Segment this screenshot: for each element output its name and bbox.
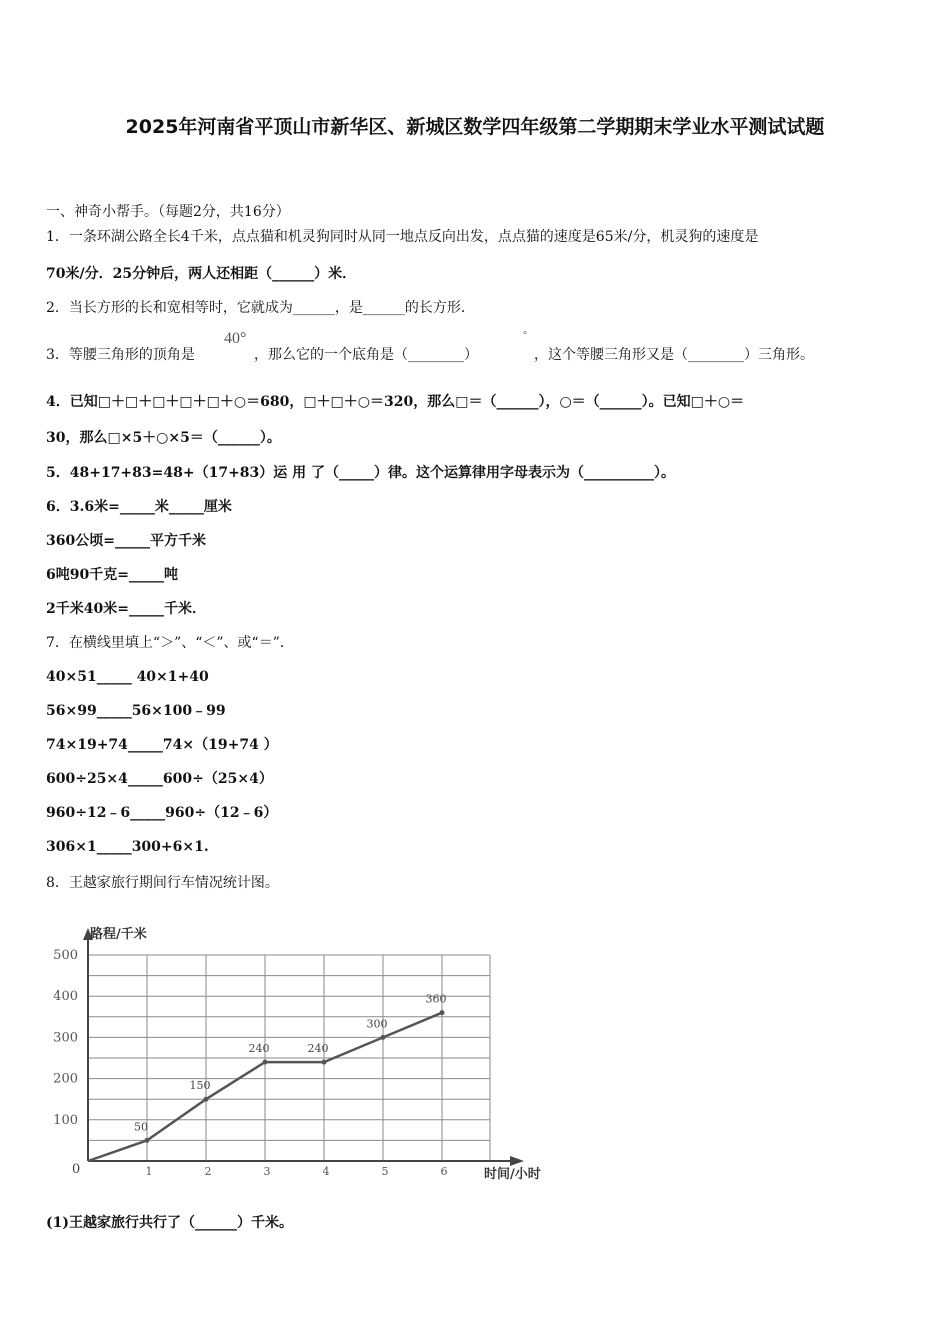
question-3-part-3: ，这个等腰三角形又是（________）三角形。 [534, 347, 814, 363]
data-label: 240 [248, 1042, 270, 1056]
y-tick-label: 400 [53, 989, 78, 1005]
x-tick-label: 5 [381, 1165, 389, 1178]
origin-label: 0 [72, 1162, 81, 1177]
chart-axes [83, 928, 524, 1166]
y-tick-label: 200 [53, 1071, 78, 1087]
y-tick-label: 300 [53, 1030, 78, 1046]
data-point [263, 1060, 268, 1065]
data-label: 360 [425, 992, 447, 1006]
question-6-item: 6．3.6米=_____米_____厘米 [46, 499, 232, 515]
question-6-item: 2千米40米=_____千米． [46, 601, 206, 617]
y-tick-label: 100 [53, 1112, 78, 1128]
chart-grid [88, 955, 490, 1161]
data-point [440, 1010, 445, 1015]
question-7-item: 40×51_____ 40×1+40 [46, 669, 209, 685]
question-8-title: 8．王越家旅行期间行车情况统计图。 [46, 875, 279, 891]
y-tick-label: 500 [53, 948, 78, 963]
question-8-sub-1: (1)王越家旅行共行了（______）千米。 [46, 1215, 293, 1231]
distance-time-line-chart [40, 918, 570, 1188]
question-3-part-2: ，那么它的一个底角是（________） [254, 347, 478, 363]
question-7-item: 306×1_____300+6×1. [46, 839, 209, 855]
question-6-item: 360公顷=_____平方千米 [46, 533, 206, 549]
data-label: 300 [366, 1017, 388, 1031]
question-7-item: 600÷25×4_____600÷（25×4） [46, 771, 273, 787]
question-7-item: 56×99_____56×100﹣99 [46, 703, 226, 719]
data-point [322, 1060, 327, 1065]
degree-symbol: ° [523, 330, 527, 341]
question-3-part-1: 3．等腰三角形的顶角是 [46, 347, 195, 363]
angle-40-degree: 40° [224, 330, 247, 347]
x-tick-label: 4 [322, 1165, 330, 1178]
x-axis-arrow [510, 1156, 524, 1166]
chart-labels [53, 926, 541, 1182]
section-heading: 一、神奇小帮手。（每题2分，共16分） [46, 204, 290, 220]
chart-series [88, 1010, 445, 1161]
x-tick-label: 3 [263, 1165, 271, 1178]
data-label: 50 [134, 1120, 148, 1134]
data-point [381, 1035, 386, 1040]
question-7-item: 74×19+74_____74×（19+74 ） [46, 737, 278, 753]
y-axis-title: 路程/千米 [90, 927, 147, 942]
x-tick-label: 1 [145, 1165, 153, 1178]
question-4-line-2: 30，那么□×5＋○×5＝（______）。 [46, 430, 281, 446]
question-7-item: 960÷12﹣6_____960÷（12﹣6） [46, 805, 278, 821]
question-7-title: 7．在横线里填上“＞”、“＜”、或“＝”． [46, 635, 294, 651]
question-1-line-1: 1．一条环湖公路全长4千米，点点猫和机灵狗同时从同一地点反向出发，点点猫的速度是65米/分，机灵狗的速度是 [46, 229, 759, 245]
page-title: 2025年河南省平顶山市新华区、新城区数学四年级第二学期期末学业水平测试试题 [125, 116, 825, 138]
x-tick-label: 2 [204, 1165, 212, 1178]
question-1-line-2: 70米/分．25分钟后，两人还相距（______）米． [46, 266, 357, 282]
x-tick-label: 6 [440, 1165, 448, 1178]
data-label: 150 [189, 1079, 211, 1093]
question-2: 2．当长方形的长和宽相等时，它就成为______，是______的长方形． [46, 300, 475, 316]
data-label: 240 [307, 1042, 329, 1056]
question-4-line-1: 4．已知□＋□＋□＋□＋□＋○＝680，□＋□＋○＝320，那么□＝（______），○＝（______）。已知□＋○＝ [46, 394, 745, 410]
question-6-item: 6吨90千克=_____吨 [46, 567, 178, 583]
data-point [145, 1138, 150, 1143]
question-5: 5．48+17+83=48+（17+83）运 用 了（_____）律。这个运算律用字母表示为（__________）。 [46, 465, 676, 481]
data-point [204, 1097, 209, 1102]
x-axis-title: 时间/小时 [484, 1167, 541, 1182]
